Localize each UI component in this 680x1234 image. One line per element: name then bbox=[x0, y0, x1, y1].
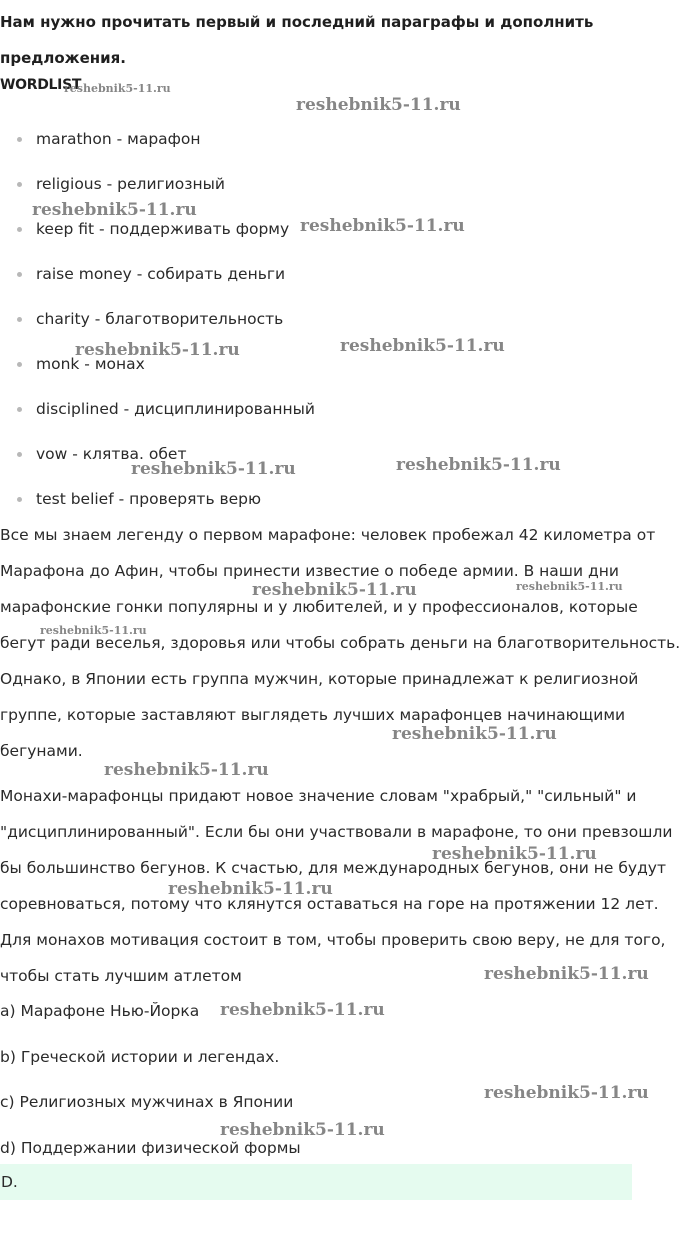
wordlist-item-text: monk - монах bbox=[36, 355, 145, 373]
watermark: reshebnik5-11.ru bbox=[252, 580, 417, 600]
wordlist-item-text: charity - благотворительность bbox=[36, 310, 284, 328]
wordlist-item bbox=[0, 439, 315, 484]
option-b: b) Греческой истории и легендах. bbox=[0, 1047, 280, 1066]
bullet-icon bbox=[17, 137, 22, 142]
wordlist-item bbox=[0, 259, 315, 304]
bullet-icon bbox=[17, 182, 22, 187]
watermark: reshebnik5-11.ru bbox=[396, 455, 561, 475]
answer-options bbox=[0, 993, 301, 1175]
watermark: reshebnik5-11.ru bbox=[64, 82, 171, 95]
option-a: a) Марафоне Нью-Йорка bbox=[0, 1002, 200, 1020]
watermark: reshebnik5-11.ru bbox=[300, 216, 465, 236]
wordlist-item bbox=[0, 124, 315, 169]
watermark: reshebnik5-11.ru bbox=[75, 340, 240, 360]
watermark: reshebnik5-11.ru bbox=[131, 459, 296, 479]
wordlist-item bbox=[0, 169, 315, 214]
watermark: reshebnik5-11.ru bbox=[220, 1120, 385, 1140]
bullet-icon bbox=[17, 272, 22, 277]
watermark: reshebnik5-11.ru bbox=[104, 760, 269, 780]
watermark: reshebnik5-11.ru bbox=[392, 724, 557, 744]
paragraph-last: Монахи-марафонцы придают новое значение словам "храбрый," "сильный" и "дисциплинированный". Если бы они участвовали в марафоне, то они превзошли бы большинство бегунов. К счастью, для международных бегунов, они не будут соревноваться, потому что клянутся оставаться на горе на протяжении 12 лет. Для монахов мотивация состоит в том, чтобы проверить свою веру, не для того, чтобы стать лучшим атлетом bbox=[0, 787, 673, 985]
option-d: d) Поддержании физической формы bbox=[0, 1138, 301, 1157]
wordlist bbox=[0, 124, 315, 529]
watermark: reshebnik5-11.ru bbox=[32, 200, 197, 220]
wordlist-item bbox=[0, 394, 315, 439]
watermark: reshebnik5-11.ru bbox=[220, 1000, 385, 1020]
bullet-icon bbox=[17, 497, 22, 502]
bullet-icon bbox=[17, 362, 22, 367]
watermark: reshebnik5-11.ru bbox=[484, 1083, 649, 1103]
wordlist-item bbox=[0, 214, 315, 259]
wordlist-item bbox=[0, 304, 315, 349]
answer-text: D. bbox=[1, 1173, 18, 1191]
wordlist-item-text: religious - религиозный bbox=[36, 175, 225, 193]
watermark: reshebnik5-11.ru bbox=[40, 624, 147, 637]
wordlist-item-text: vow - клятва. обет bbox=[36, 445, 187, 463]
bullet-icon bbox=[17, 407, 22, 412]
bullet-icon bbox=[17, 317, 22, 322]
paragraph-first: Все мы знаем легенду о первом марафоне: человек пробежал 42 километра от Марафона до Афин, чтобы принести известие о победе армии. В наши дни марафонские гонки популярны и у любителей, и у профессионалов, которые бегут ради веселья, здоровья или чтобы собрать деньги на благотворительность. Однако, в Японии есть группа мужчин, которые принадлежат к религиозной группе, которые заставляют выглядеть лучших марафонцев начинающими бегунами. bbox=[0, 526, 680, 760]
bullet-icon bbox=[17, 227, 22, 232]
option-c: c) Религиозных мужчинах в Японии bbox=[0, 1093, 294, 1111]
wordlist-item-text: marathon - марафон bbox=[36, 130, 201, 148]
wordlist-title: WORDLIST bbox=[0, 77, 82, 93]
answer-box bbox=[0, 1164, 632, 1200]
wordlist-item-text: keep fit - поддерживать форму bbox=[36, 220, 290, 238]
bullet-icon bbox=[17, 452, 22, 457]
watermark: reshebnik5-11.ru bbox=[432, 844, 597, 864]
wordlist-item-text: raise money - собирать деньги bbox=[36, 265, 286, 283]
watermark: reshebnik5-11.ru bbox=[484, 964, 649, 984]
watermark: reshebnik5-11.ru bbox=[168, 879, 333, 899]
task-instruction: Нам нужно прочитать первый и последний параграфы и дополнить предложения. bbox=[0, 13, 594, 67]
watermark: reshebnik5-11.ru bbox=[296, 95, 461, 115]
watermark: reshebnik5-11.ru bbox=[340, 336, 505, 356]
wordlist-item-text: disciplined - дисциплинированный bbox=[36, 400, 315, 418]
wordlist-item-text: test belief - проверять верю bbox=[36, 490, 262, 508]
watermark: reshebnik5-11.ru bbox=[516, 580, 623, 593]
wordlist-item bbox=[0, 349, 315, 394]
